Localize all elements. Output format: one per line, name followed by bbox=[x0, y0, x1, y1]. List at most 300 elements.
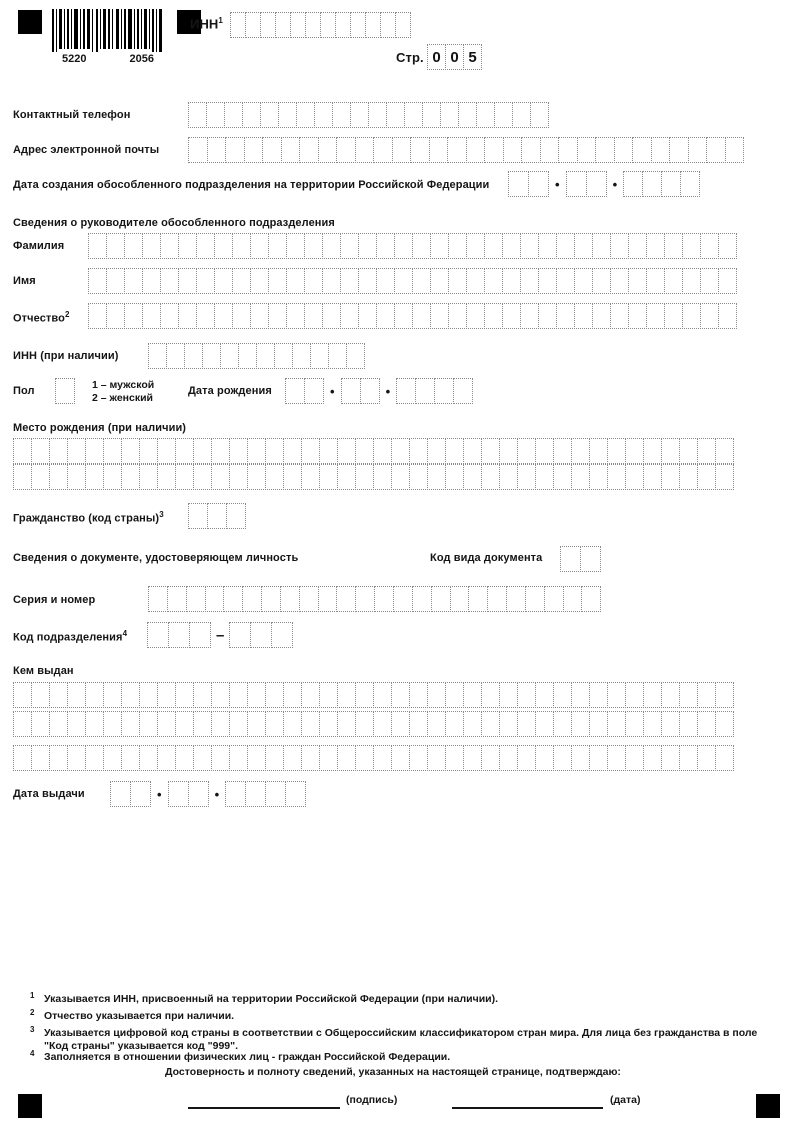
char-cell[interactable] bbox=[373, 745, 392, 771]
char-cell[interactable] bbox=[448, 268, 467, 294]
char-cell[interactable] bbox=[395, 12, 411, 38]
personal-inn-field[interactable] bbox=[148, 343, 365, 369]
char-cell[interactable] bbox=[409, 711, 428, 737]
char-cell[interactable] bbox=[589, 711, 608, 737]
char-cell[interactable] bbox=[67, 745, 86, 771]
page-number-field[interactable] bbox=[427, 44, 482, 70]
char-cell[interactable] bbox=[571, 464, 590, 490]
char-cell[interactable] bbox=[301, 464, 320, 490]
char-cell[interactable] bbox=[445, 464, 464, 490]
char-cell[interactable] bbox=[697, 711, 716, 737]
birth-date-day[interactable] bbox=[285, 378, 324, 404]
char-cell[interactable] bbox=[271, 622, 293, 648]
char-cell[interactable] bbox=[646, 268, 665, 294]
char-cell[interactable] bbox=[31, 682, 50, 708]
doc-type-code-field[interactable] bbox=[560, 546, 601, 572]
char-cell[interactable] bbox=[508, 171, 529, 197]
char-cell[interactable] bbox=[85, 682, 104, 708]
char-cell[interactable] bbox=[589, 464, 608, 490]
char-cell[interactable] bbox=[700, 303, 719, 329]
char-cell[interactable] bbox=[628, 268, 647, 294]
char-cell[interactable] bbox=[230, 12, 246, 38]
issue-date-field[interactable] bbox=[110, 781, 306, 807]
char-cell[interactable] bbox=[373, 438, 392, 464]
char-cell[interactable] bbox=[268, 233, 287, 259]
char-cell[interactable] bbox=[139, 682, 158, 708]
char-cell[interactable] bbox=[715, 745, 734, 771]
char-cell[interactable] bbox=[49, 745, 68, 771]
char-cell[interactable] bbox=[560, 546, 581, 572]
char-cell[interactable] bbox=[610, 233, 629, 259]
char-cell[interactable] bbox=[211, 682, 230, 708]
char-cell[interactable] bbox=[196, 233, 215, 259]
char-cell[interactable] bbox=[589, 438, 608, 464]
char-cell[interactable] bbox=[481, 711, 500, 737]
char-cell[interactable] bbox=[431, 586, 451, 612]
char-cell[interactable] bbox=[535, 464, 554, 490]
char-cell[interactable] bbox=[466, 268, 485, 294]
char-cell[interactable] bbox=[110, 781, 131, 807]
char-cell[interactable] bbox=[207, 137, 227, 163]
char-cell[interactable] bbox=[577, 137, 597, 163]
char-cell[interactable] bbox=[301, 682, 320, 708]
char-cell[interactable] bbox=[463, 711, 482, 737]
char-cell[interactable] bbox=[448, 233, 467, 259]
char-cell[interactable] bbox=[314, 102, 333, 128]
char-cell[interactable] bbox=[292, 343, 311, 369]
issued-by-field-row1[interactable] bbox=[13, 682, 734, 708]
char-cell[interactable] bbox=[643, 464, 662, 490]
char-cell[interactable] bbox=[553, 438, 572, 464]
char-cell[interactable] bbox=[242, 102, 261, 128]
creation-date-month[interactable] bbox=[566, 171, 607, 197]
char-cell[interactable] bbox=[211, 711, 230, 737]
char-cell[interactable] bbox=[466, 303, 485, 329]
char-cell[interactable] bbox=[328, 343, 347, 369]
char-cell[interactable] bbox=[517, 464, 536, 490]
char-cell[interactable] bbox=[260, 12, 276, 38]
char-cell[interactable] bbox=[679, 438, 698, 464]
char-cell[interactable] bbox=[229, 682, 248, 708]
char-cell[interactable] bbox=[450, 586, 470, 612]
char-cell[interactable] bbox=[360, 378, 380, 404]
char-cell[interactable] bbox=[232, 303, 251, 329]
char-cell[interactable] bbox=[625, 682, 644, 708]
char-cell[interactable] bbox=[517, 438, 536, 464]
char-cell[interactable] bbox=[358, 233, 377, 259]
issue-date-year[interactable] bbox=[225, 781, 306, 807]
char-cell[interactable] bbox=[410, 137, 430, 163]
char-cell[interactable] bbox=[553, 464, 572, 490]
char-cell[interactable] bbox=[553, 682, 572, 708]
char-cell[interactable] bbox=[574, 303, 593, 329]
char-cell[interactable] bbox=[373, 682, 392, 708]
char-cell[interactable] bbox=[391, 682, 410, 708]
char-cell[interactable] bbox=[571, 745, 590, 771]
char-cell[interactable] bbox=[628, 233, 647, 259]
char-cell[interactable] bbox=[106, 233, 125, 259]
char-cell[interactable] bbox=[415, 378, 435, 404]
char-cell[interactable] bbox=[207, 503, 227, 529]
char-cell[interactable] bbox=[715, 711, 734, 737]
char-cell[interactable] bbox=[563, 586, 583, 612]
char-cell[interactable] bbox=[85, 438, 104, 464]
char-cell[interactable] bbox=[188, 503, 208, 529]
char-cell[interactable] bbox=[535, 438, 554, 464]
char-cell[interactable] bbox=[393, 586, 413, 612]
char-cell[interactable] bbox=[680, 171, 700, 197]
char-cell[interactable] bbox=[224, 102, 243, 128]
char-cell[interactable] bbox=[535, 711, 554, 737]
char-cell[interactable] bbox=[175, 682, 194, 708]
char-cell[interactable] bbox=[232, 268, 251, 294]
char-cell[interactable] bbox=[121, 745, 140, 771]
char-cell[interactable] bbox=[404, 102, 423, 128]
char-cell[interactable] bbox=[290, 12, 306, 38]
char-cell[interactable] bbox=[430, 233, 449, 259]
char-cell[interactable] bbox=[669, 137, 689, 163]
char-cell[interactable] bbox=[301, 745, 320, 771]
char-cell[interactable] bbox=[13, 438, 32, 464]
char-cell[interactable] bbox=[337, 438, 356, 464]
char-cell[interactable] bbox=[193, 745, 212, 771]
char-cell[interactable] bbox=[322, 268, 341, 294]
char-cell[interactable] bbox=[265, 711, 284, 737]
creation-date-year[interactable] bbox=[623, 171, 700, 197]
char-cell[interactable] bbox=[463, 745, 482, 771]
char-cell[interactable] bbox=[412, 233, 431, 259]
char-cell[interactable] bbox=[725, 137, 745, 163]
char-cell[interactable] bbox=[225, 137, 245, 163]
char-cell[interactable] bbox=[106, 303, 125, 329]
char-cell[interactable] bbox=[322, 303, 341, 329]
char-cell[interactable] bbox=[682, 303, 701, 329]
char-cell[interactable] bbox=[175, 745, 194, 771]
char-cell[interactable] bbox=[337, 464, 356, 490]
char-cell[interactable] bbox=[31, 745, 50, 771]
char-cell[interactable] bbox=[166, 343, 185, 369]
char-cell[interactable] bbox=[520, 268, 539, 294]
char-cell[interactable] bbox=[607, 464, 626, 490]
char-cell[interactable] bbox=[148, 343, 167, 369]
char-cell[interactable] bbox=[340, 303, 359, 329]
char-cell[interactable] bbox=[139, 711, 158, 737]
char-cell[interactable] bbox=[718, 268, 737, 294]
char-cell[interactable] bbox=[553, 711, 572, 737]
char-cell[interactable] bbox=[340, 268, 359, 294]
char-cell[interactable] bbox=[581, 586, 601, 612]
char-cell[interactable] bbox=[642, 171, 662, 197]
firstname-field[interactable] bbox=[88, 268, 737, 294]
char-cell[interactable] bbox=[697, 745, 716, 771]
char-cell[interactable] bbox=[168, 781, 189, 807]
char-cell[interactable] bbox=[335, 12, 351, 38]
birth-date-month[interactable] bbox=[341, 378, 380, 404]
char-cell[interactable] bbox=[517, 711, 536, 737]
char-cell[interactable] bbox=[130, 781, 151, 807]
char-cell[interactable] bbox=[530, 102, 549, 128]
char-cell[interactable] bbox=[142, 233, 161, 259]
char-cell[interactable] bbox=[574, 268, 593, 294]
char-cell[interactable] bbox=[571, 682, 590, 708]
char-cell[interactable] bbox=[556, 233, 575, 259]
char-cell[interactable] bbox=[229, 438, 248, 464]
char-cell[interactable] bbox=[265, 781, 286, 807]
char-cell[interactable] bbox=[427, 745, 446, 771]
char-cell[interactable] bbox=[346, 343, 365, 369]
char-cell[interactable] bbox=[103, 682, 122, 708]
char-cell[interactable] bbox=[625, 711, 644, 737]
char-cell[interactable] bbox=[520, 303, 539, 329]
char-cell[interactable] bbox=[13, 682, 32, 708]
char-cell[interactable] bbox=[322, 233, 341, 259]
char-cell[interactable] bbox=[281, 137, 301, 163]
char-cell[interactable] bbox=[502, 233, 521, 259]
char-cell[interactable] bbox=[310, 343, 329, 369]
char-cell[interactable] bbox=[319, 438, 338, 464]
char-cell[interactable] bbox=[211, 464, 230, 490]
char-cell[interactable] bbox=[304, 303, 323, 329]
division-code-part2[interactable] bbox=[229, 622, 293, 648]
char-cell[interactable] bbox=[350, 12, 366, 38]
char-cell[interactable] bbox=[358, 303, 377, 329]
char-cell[interactable] bbox=[718, 233, 737, 259]
char-cell[interactable] bbox=[85, 464, 104, 490]
char-cell[interactable] bbox=[718, 303, 737, 329]
char-cell[interactable] bbox=[340, 233, 359, 259]
char-cell[interactable] bbox=[299, 586, 319, 612]
gender-field[interactable] bbox=[55, 378, 75, 404]
char-cell[interactable] bbox=[697, 682, 716, 708]
char-cell[interactable] bbox=[429, 137, 449, 163]
char-cell[interactable] bbox=[412, 303, 431, 329]
char-cell[interactable] bbox=[49, 711, 68, 737]
char-cell[interactable] bbox=[623, 171, 643, 197]
char-cell[interactable] bbox=[499, 745, 518, 771]
char-cell[interactable] bbox=[430, 268, 449, 294]
char-cell[interactable] bbox=[484, 268, 503, 294]
char-cell[interactable] bbox=[168, 622, 190, 648]
char-cell[interactable] bbox=[124, 233, 143, 259]
char-cell[interactable] bbox=[214, 303, 233, 329]
char-cell[interactable] bbox=[318, 586, 338, 612]
char-cell[interactable] bbox=[242, 586, 262, 612]
division-code-field[interactable] bbox=[147, 622, 293, 648]
birth-date-year[interactable] bbox=[396, 378, 473, 404]
phone-field[interactable] bbox=[188, 102, 549, 128]
char-cell[interactable] bbox=[386, 102, 405, 128]
char-cell[interactable] bbox=[250, 268, 269, 294]
char-cell[interactable] bbox=[31, 438, 50, 464]
char-cell[interactable] bbox=[391, 745, 410, 771]
char-cell[interactable] bbox=[268, 303, 287, 329]
signature-line[interactable] bbox=[188, 1107, 340, 1109]
char-cell[interactable] bbox=[396, 378, 416, 404]
char-cell[interactable] bbox=[285, 378, 305, 404]
char-cell[interactable] bbox=[574, 233, 593, 259]
char-cell[interactable] bbox=[422, 102, 441, 128]
char-cell[interactable] bbox=[445, 711, 464, 737]
char-cell[interactable] bbox=[481, 464, 500, 490]
char-cell[interactable] bbox=[392, 137, 412, 163]
char-cell[interactable] bbox=[304, 378, 324, 404]
char-cell[interactable] bbox=[580, 546, 601, 572]
char-cell[interactable] bbox=[193, 464, 212, 490]
char-cell[interactable] bbox=[394, 268, 413, 294]
patronymic-field[interactable] bbox=[88, 303, 737, 329]
char-cell[interactable] bbox=[503, 137, 523, 163]
char-cell[interactable] bbox=[365, 12, 381, 38]
char-cell[interactable] bbox=[103, 438, 122, 464]
char-cell[interactable] bbox=[484, 137, 504, 163]
char-cell[interactable] bbox=[247, 682, 266, 708]
char-cell[interactable] bbox=[13, 745, 32, 771]
char-cell[interactable] bbox=[142, 303, 161, 329]
char-cell[interactable] bbox=[147, 622, 169, 648]
char-cell[interactable] bbox=[229, 464, 248, 490]
char-cell[interactable] bbox=[453, 378, 473, 404]
char-cell[interactable] bbox=[193, 438, 212, 464]
char-cell[interactable]: 5 bbox=[463, 44, 482, 70]
char-cell[interactable] bbox=[229, 711, 248, 737]
char-cell[interactable] bbox=[682, 233, 701, 259]
char-cell[interactable] bbox=[355, 586, 375, 612]
char-cell[interactable] bbox=[476, 102, 495, 128]
char-cell[interactable] bbox=[283, 438, 302, 464]
char-cell[interactable] bbox=[528, 171, 549, 197]
char-cell[interactable] bbox=[373, 464, 392, 490]
char-cell[interactable] bbox=[535, 682, 554, 708]
char-cell[interactable] bbox=[88, 303, 107, 329]
char-cell[interactable] bbox=[463, 438, 482, 464]
char-cell[interactable] bbox=[679, 464, 698, 490]
char-cell[interactable] bbox=[355, 137, 375, 163]
char-cell[interactable] bbox=[502, 303, 521, 329]
char-cell[interactable] bbox=[607, 682, 626, 708]
char-cell[interactable] bbox=[358, 268, 377, 294]
char-cell[interactable] bbox=[175, 464, 194, 490]
char-cell[interactable] bbox=[244, 137, 264, 163]
citizenship-field[interactable] bbox=[188, 503, 246, 529]
char-cell[interactable] bbox=[427, 682, 446, 708]
char-cell[interactable] bbox=[517, 745, 536, 771]
char-cell[interactable] bbox=[394, 303, 413, 329]
char-cell[interactable] bbox=[355, 682, 374, 708]
char-cell[interactable] bbox=[175, 711, 194, 737]
char-cell[interactable] bbox=[67, 464, 86, 490]
char-cell[interactable] bbox=[664, 233, 683, 259]
creation-date-field[interactable] bbox=[508, 171, 700, 197]
char-cell[interactable] bbox=[193, 711, 212, 737]
char-cell[interactable] bbox=[186, 586, 206, 612]
char-cell[interactable] bbox=[571, 711, 590, 737]
char-cell[interactable] bbox=[586, 171, 607, 197]
char-cell[interactable] bbox=[595, 137, 615, 163]
char-cell[interactable] bbox=[409, 438, 428, 464]
char-cell[interactable] bbox=[632, 137, 652, 163]
char-cell[interactable] bbox=[337, 711, 356, 737]
char-cell[interactable] bbox=[607, 711, 626, 737]
char-cell[interactable] bbox=[538, 233, 557, 259]
char-cell[interactable] bbox=[715, 464, 734, 490]
char-cell[interactable] bbox=[232, 233, 251, 259]
char-cell[interactable] bbox=[184, 343, 203, 369]
char-cell[interactable] bbox=[49, 682, 68, 708]
char-cell[interactable] bbox=[336, 586, 356, 612]
char-cell[interactable] bbox=[262, 137, 282, 163]
char-cell[interactable] bbox=[139, 745, 158, 771]
char-cell[interactable] bbox=[336, 137, 356, 163]
char-cell[interactable] bbox=[193, 682, 212, 708]
char-cell[interactable] bbox=[538, 268, 557, 294]
char-cell[interactable] bbox=[499, 438, 518, 464]
char-cell[interactable] bbox=[697, 438, 716, 464]
char-cell[interactable] bbox=[592, 268, 611, 294]
char-cell[interactable] bbox=[661, 438, 680, 464]
char-cell[interactable] bbox=[643, 711, 662, 737]
char-cell[interactable] bbox=[265, 438, 284, 464]
char-cell[interactable] bbox=[558, 137, 578, 163]
char-cell[interactable] bbox=[463, 682, 482, 708]
char-cell[interactable] bbox=[148, 586, 168, 612]
char-cell[interactable] bbox=[661, 682, 680, 708]
char-cell[interactable] bbox=[556, 303, 575, 329]
char-cell[interactable] bbox=[189, 622, 211, 648]
char-cell[interactable] bbox=[706, 137, 726, 163]
issued-by-field-row3[interactable] bbox=[13, 745, 734, 771]
char-cell[interactable] bbox=[188, 137, 208, 163]
char-cell[interactable] bbox=[394, 233, 413, 259]
char-cell[interactable] bbox=[391, 464, 410, 490]
char-cell[interactable] bbox=[538, 303, 557, 329]
char-cell[interactable] bbox=[283, 745, 302, 771]
birth-date-field[interactable] bbox=[285, 378, 473, 404]
char-cell[interactable] bbox=[628, 303, 647, 329]
char-cell[interactable] bbox=[610, 303, 629, 329]
char-cell[interactable] bbox=[245, 781, 266, 807]
email-field[interactable] bbox=[188, 137, 744, 163]
char-cell[interactable] bbox=[506, 586, 526, 612]
char-cell[interactable] bbox=[380, 12, 396, 38]
char-cell[interactable] bbox=[214, 233, 233, 259]
char-cell[interactable] bbox=[319, 745, 338, 771]
char-cell[interactable] bbox=[265, 464, 284, 490]
char-cell[interactable] bbox=[697, 464, 716, 490]
char-cell[interactable] bbox=[178, 303, 197, 329]
char-cell[interactable] bbox=[607, 438, 626, 464]
char-cell[interactable] bbox=[167, 586, 187, 612]
char-cell[interactable] bbox=[160, 303, 179, 329]
char-cell[interactable] bbox=[412, 586, 432, 612]
char-cell[interactable] bbox=[540, 137, 560, 163]
char-cell[interactable] bbox=[643, 745, 662, 771]
char-cell[interactable] bbox=[376, 268, 395, 294]
char-cell[interactable] bbox=[206, 102, 225, 128]
char-cell[interactable] bbox=[355, 438, 374, 464]
char-cell[interactable] bbox=[103, 711, 122, 737]
char-cell[interactable] bbox=[409, 464, 428, 490]
char-cell[interactable] bbox=[481, 438, 500, 464]
char-cell[interactable] bbox=[247, 745, 266, 771]
char-cell[interactable] bbox=[188, 102, 207, 128]
char-cell[interactable] bbox=[285, 781, 306, 807]
char-cell[interactable] bbox=[434, 378, 454, 404]
char-cell[interactable] bbox=[445, 745, 464, 771]
char-cell[interactable] bbox=[589, 682, 608, 708]
char-cell[interactable] bbox=[229, 745, 248, 771]
char-cell[interactable] bbox=[553, 745, 572, 771]
char-cell[interactable] bbox=[412, 268, 431, 294]
